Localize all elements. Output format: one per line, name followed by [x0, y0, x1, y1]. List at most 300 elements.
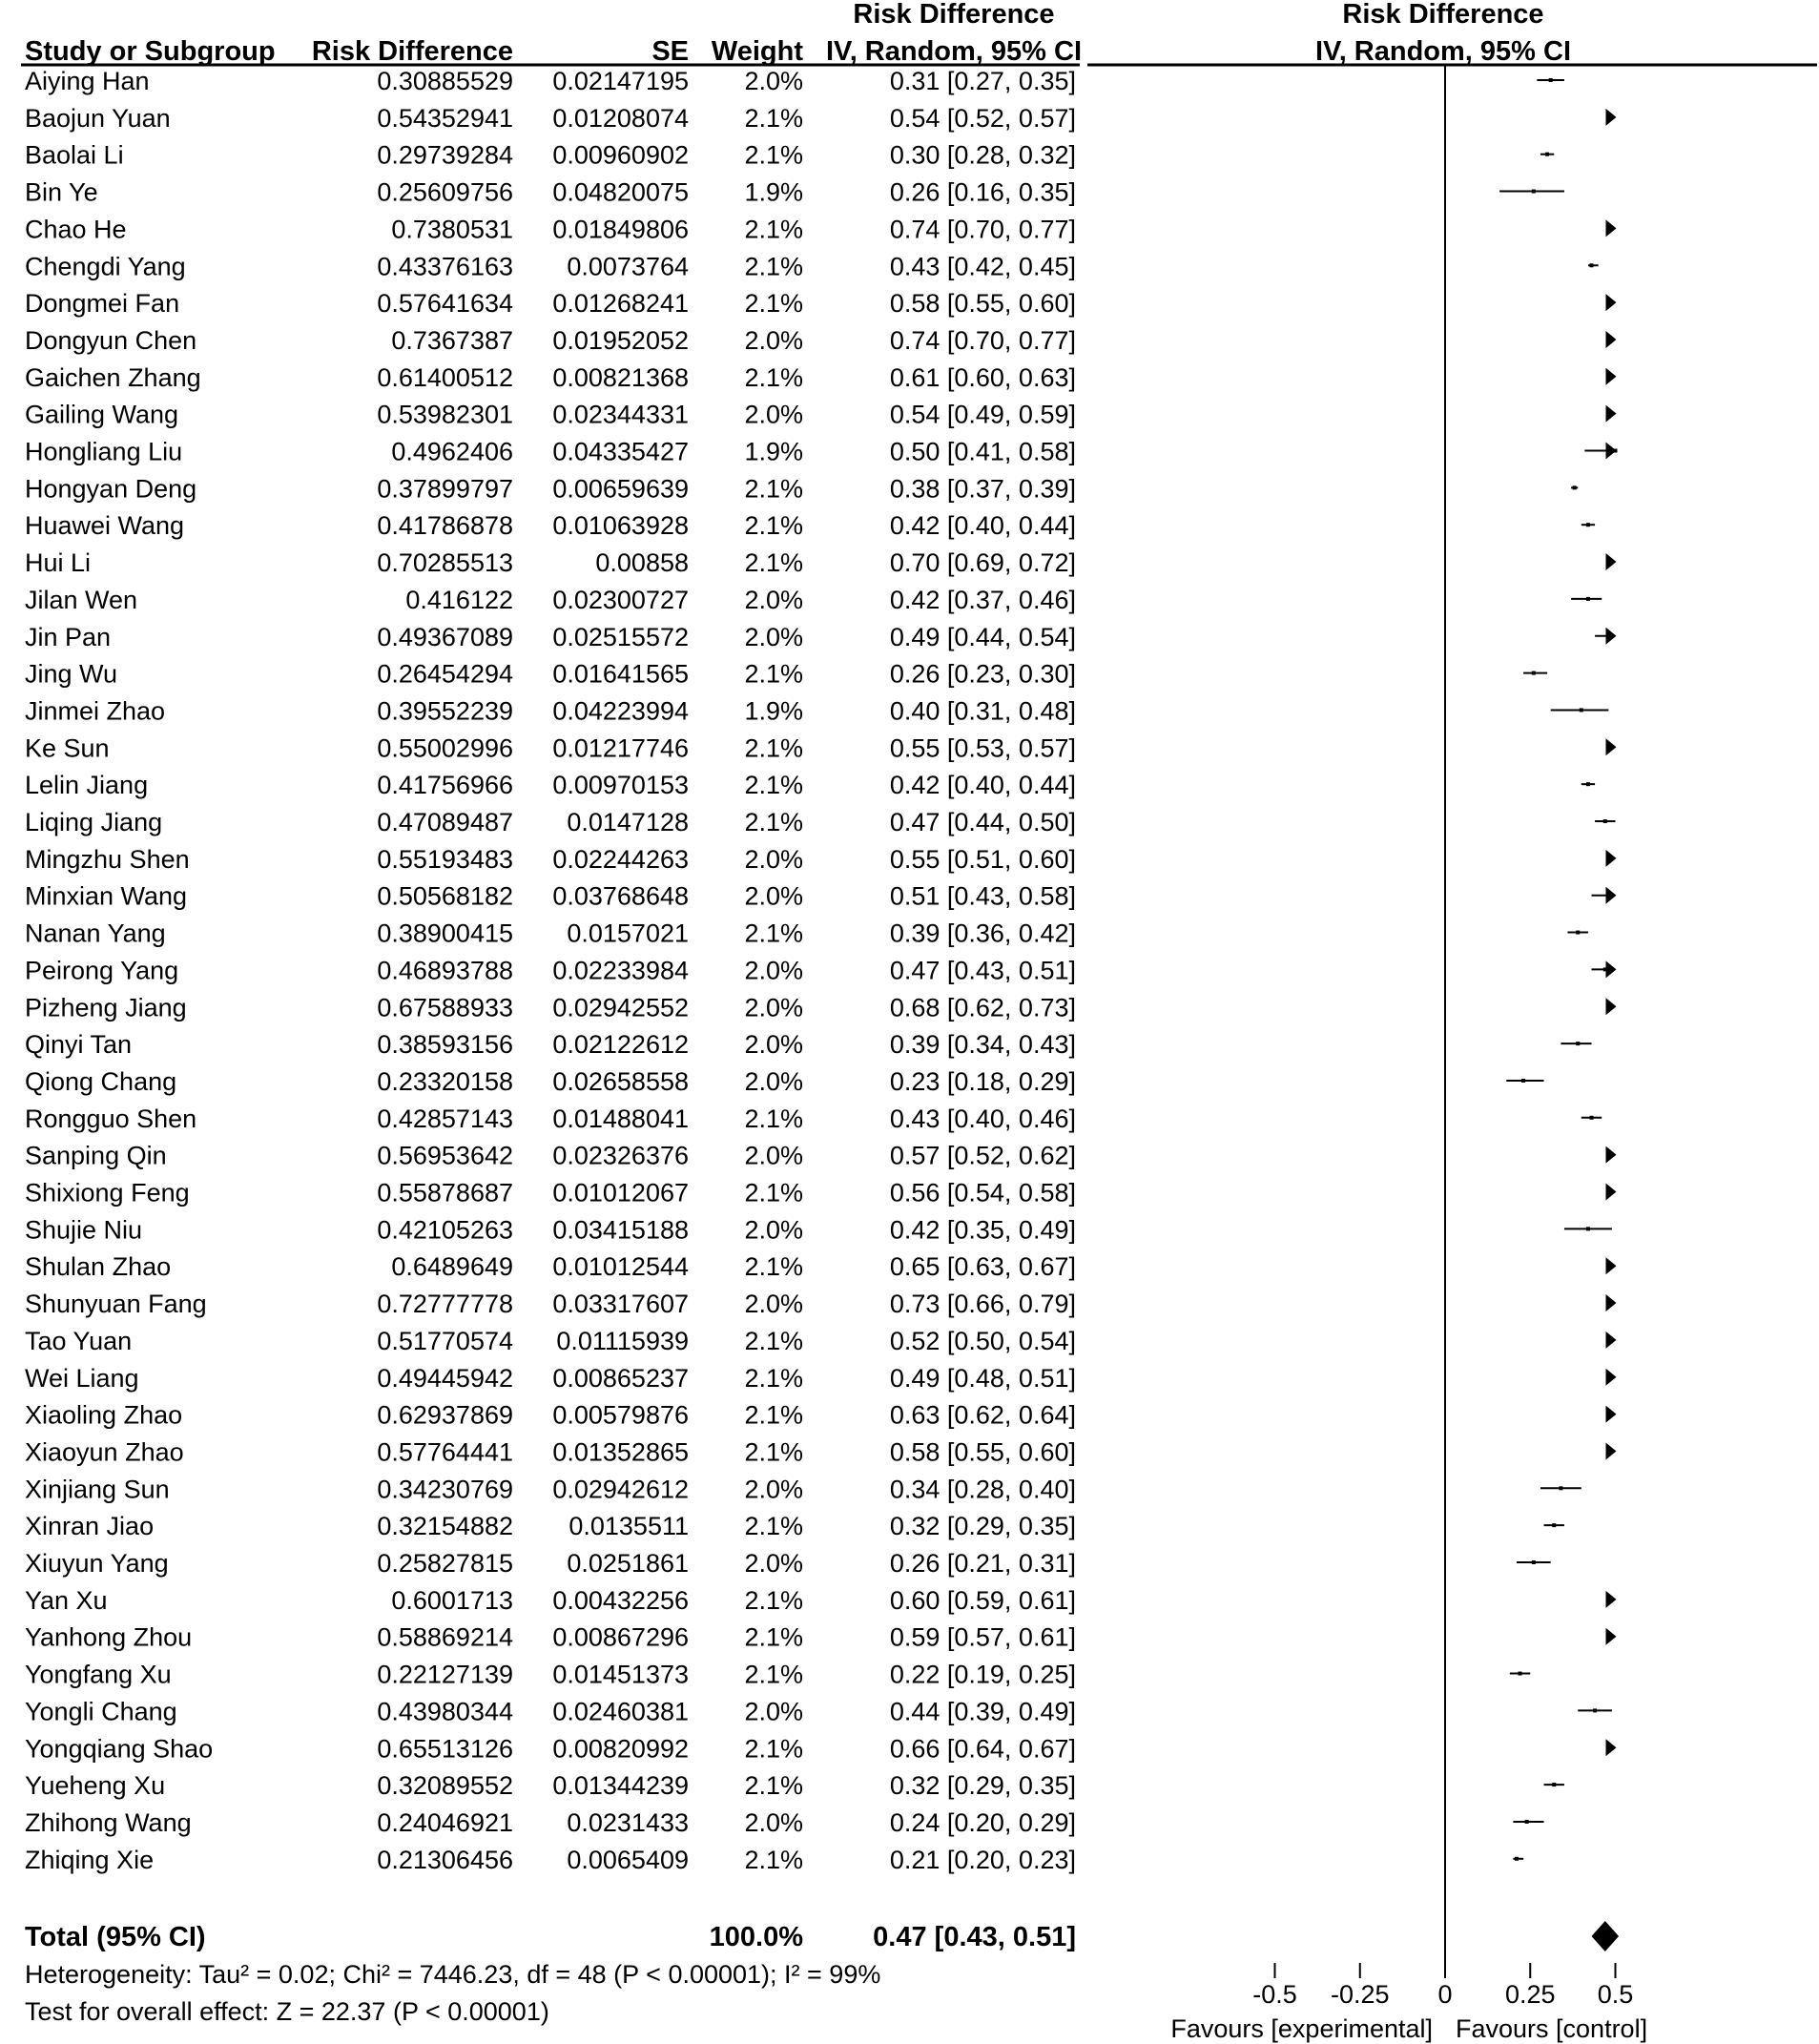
study-se: 0.00659639 — [552, 474, 689, 504]
study-rd: 0.7367387 — [391, 325, 513, 355]
point-estimate — [1549, 78, 1553, 82]
study-se: 0.0231433 — [567, 1807, 689, 1837]
header-ci-bottom: IV, Random, 95% CI — [825, 36, 1083, 67]
study-name: Chengdi Yang — [25, 252, 186, 281]
study-weight: 1.9% — [744, 177, 803, 207]
study-name: Yongfang Xu — [25, 1660, 172, 1689]
study-rd: 0.49367089 — [377, 622, 513, 651]
study-rd: 0.51770574 — [377, 1326, 513, 1355]
study-rd: 0.26454294 — [377, 659, 513, 689]
study-weight: 2.0% — [744, 1215, 803, 1245]
study-se: 0.0073764 — [567, 252, 689, 281]
study-ci: 0.21 [0.20, 0.23] — [889, 1845, 1076, 1874]
study-weight: 2.1% — [744, 1178, 803, 1208]
study-name: Yueheng Xu — [25, 1771, 166, 1801]
study-ci: 0.42 [0.40, 0.44] — [889, 511, 1076, 541]
study-se: 0.00970153 — [552, 771, 689, 800]
study-ci: 0.49 [0.44, 0.54] — [889, 622, 1076, 651]
ci-clipped-arrow — [1606, 294, 1617, 311]
x-axis — [1252, 65, 1633, 2009]
study-se: 0.01012067 — [552, 1178, 689, 1208]
study-name: Shixiong Feng — [25, 1178, 190, 1208]
study-ci: 0.59 [0.57, 0.61] — [889, 1622, 1076, 1652]
study-ci: 0.49 [0.48, 0.51] — [889, 1363, 1076, 1393]
study-se: 0.00960902 — [552, 140, 689, 170]
study-ci: 0.51 [0.43, 0.58] — [889, 881, 1076, 911]
ci-clipped-arrow — [1606, 331, 1617, 348]
study-name: Yongli Chang — [25, 1697, 177, 1726]
study-se: 0.00579876 — [552, 1400, 689, 1430]
study-name: Xiaoyun Zhao — [25, 1437, 184, 1467]
ci-clipped-arrow — [1606, 1184, 1617, 1201]
study-se: 0.02233984 — [552, 956, 689, 985]
study-rd: 0.6001713 — [391, 1585, 513, 1615]
heterogeneity-text: Heterogeneity: Tau² = 0.02; Chi² = 7446.23, df = 48 (P < 0.00001); I² = 99% — [25, 1960, 881, 1989]
study-weight: 1.9% — [744, 696, 803, 726]
point-estimate — [1576, 931, 1580, 935]
study-rd: 0.37899797 — [377, 474, 513, 504]
ci-clipped-arrow — [1606, 368, 1617, 385]
point-estimate — [1586, 1227, 1590, 1230]
study-name: Baolai Li — [25, 140, 124, 170]
study-se: 0.00821368 — [552, 362, 689, 392]
study-rd: 0.41756966 — [377, 771, 513, 800]
study-weight: 2.1% — [744, 1437, 803, 1467]
point-estimate — [1552, 1783, 1556, 1786]
study-rd: 0.58869214 — [377, 1622, 513, 1652]
study-rd: 0.23320158 — [377, 1066, 513, 1096]
header-weight: Weight — [711, 36, 803, 67]
study-rd: 0.62937869 — [377, 1400, 513, 1430]
study-rd: 0.49445942 — [377, 1363, 513, 1393]
point-estimate — [1573, 485, 1577, 489]
study-name: Baojun Yuan — [25, 103, 171, 133]
study-name: Zhihong Wang — [25, 1807, 192, 1837]
study-se: 0.00858 — [595, 548, 689, 578]
study-name: Bin Ye — [25, 177, 98, 207]
ci-clipped-arrow — [1606, 1294, 1617, 1311]
study-ci: 0.56 [0.54, 0.58] — [889, 1178, 1076, 1208]
point-estimate — [1590, 1116, 1594, 1120]
ci-clipped-arrow — [1606, 1257, 1617, 1274]
study-weight: 2.1% — [744, 1845, 803, 1874]
study-ci: 0.55 [0.53, 0.57] — [889, 733, 1076, 763]
study-ci: 0.30 [0.28, 0.32] — [889, 140, 1076, 170]
study-se: 0.02244263 — [552, 844, 689, 874]
study-name: Zhiqing Xie — [25, 1845, 155, 1874]
study-se: 0.01115939 — [556, 1326, 689, 1355]
study-rd: 0.25609756 — [377, 177, 513, 207]
study-ci: 0.65 [0.63, 0.67] — [889, 1252, 1076, 1282]
study-ci: 0.42 [0.37, 0.46] — [889, 585, 1076, 614]
study-name: Dongyun Chen — [25, 325, 197, 355]
study-weight: 2.1% — [744, 1771, 803, 1801]
plot-marks — [1499, 78, 1619, 1951]
ci-clipped-arrow — [1606, 1591, 1617, 1608]
study-se: 0.01849806 — [552, 215, 689, 244]
study-rd: 0.67588933 — [377, 993, 513, 1022]
study-name: Jing Wu — [25, 659, 118, 689]
study-se: 0.03768648 — [552, 881, 689, 911]
x-tick-label: -0.25 — [1330, 1980, 1390, 2009]
study-se: 0.01451373 — [552, 1660, 689, 1689]
point-estimate — [1532, 190, 1536, 194]
study-weight: 2.1% — [744, 1734, 803, 1764]
study-se: 0.02658558 — [552, 1066, 689, 1096]
study-name: Yongqiang Shao — [25, 1734, 214, 1764]
study-se: 0.01217746 — [552, 733, 689, 763]
study-rd: 0.42105263 — [377, 1215, 513, 1245]
overall-effect-text: Test for overall effect: Z = 22.37 (P < 0.00001) — [25, 1997, 549, 2026]
ci-clipped-arrow — [1606, 1739, 1617, 1756]
study-weight: 1.9% — [744, 437, 803, 466]
study-weight: 2.1% — [744, 215, 803, 244]
header-plot-bottom: IV, Random, 95% CI — [1314, 36, 1572, 67]
study-weight: 2.0% — [744, 1807, 803, 1837]
study-ci: 0.73 [0.66, 0.79] — [889, 1290, 1076, 1319]
ci-clipped-arrow — [1606, 405, 1617, 423]
study-name: Pizheng Jiang — [25, 993, 187, 1022]
study-weight: 2.0% — [744, 1066, 803, 1096]
study-name: Wei Liang — [25, 1363, 139, 1393]
study-ci: 0.43 [0.40, 0.46] — [889, 1104, 1076, 1133]
point-estimate — [1593, 1708, 1597, 1712]
study-se: 0.01012544 — [552, 1252, 689, 1282]
ci-clipped-arrow — [1606, 1332, 1617, 1349]
study-name: Yan Xu — [25, 1585, 108, 1615]
study-name: Gailing Wang — [25, 400, 179, 429]
study-name: Jinmei Zhao — [25, 696, 166, 726]
study-rd: 0.416122 — [405, 585, 513, 614]
study-se: 0.00432256 — [552, 1585, 689, 1615]
study-weight: 2.1% — [744, 1512, 803, 1541]
study-weight: 2.1% — [744, 548, 803, 578]
study-se: 0.02326376 — [552, 1141, 689, 1170]
study-se: 0.02942612 — [552, 1475, 689, 1504]
ci-clipped-arrow — [1606, 887, 1617, 904]
study-ci: 0.24 [0.20, 0.29] — [889, 1807, 1076, 1837]
point-estimate — [1603, 967, 1607, 971]
study-weight: 2.0% — [744, 1141, 803, 1170]
point-estimate — [1576, 1042, 1580, 1045]
study-rd: 0.4962406 — [391, 437, 513, 466]
study-se: 0.0065409 — [567, 1845, 689, 1874]
study-se: 0.01208074 — [552, 103, 689, 133]
study-se: 0.01488041 — [552, 1104, 689, 1133]
study-weight: 2.0% — [744, 1290, 803, 1319]
study-ci: 0.57 [0.52, 0.62] — [889, 1141, 1076, 1170]
study-se: 0.0147128 — [567, 808, 689, 836]
study-rd: 0.24046921 — [377, 1807, 513, 1837]
study-rd: 0.70285513 — [377, 548, 513, 578]
study-weight: 2.1% — [744, 808, 803, 836]
study-name: Xiuyun Yang — [25, 1549, 169, 1578]
study-name: Ke Sun — [25, 733, 110, 763]
study-weight: 2.0% — [744, 325, 803, 355]
study-name: Hui Li — [25, 548, 92, 578]
study-name: Yanhong Zhou — [25, 1622, 193, 1652]
study-weight: 2.0% — [744, 622, 803, 651]
study-name: Xinran Jiao — [25, 1512, 155, 1541]
study-se: 0.02300727 — [552, 585, 689, 614]
point-estimate — [1590, 263, 1594, 267]
study-weight: 2.1% — [744, 919, 803, 948]
study-rd: 0.42857143 — [377, 1104, 513, 1133]
study-se: 0.04223994 — [552, 696, 689, 726]
study-ci: 0.47 [0.44, 0.50] — [889, 808, 1076, 836]
study-se: 0.01268241 — [552, 289, 689, 319]
study-weight: 2.1% — [744, 1326, 803, 1355]
study-rd: 0.47089487 — [377, 808, 513, 836]
point-estimate — [1532, 1560, 1536, 1564]
study-ci: 0.74 [0.70, 0.77] — [889, 215, 1076, 244]
study-rd: 0.6489649 — [391, 1252, 513, 1282]
study-rd: 0.61400512 — [377, 362, 513, 392]
study-weight: 2.0% — [744, 585, 803, 614]
study-se: 0.03317607 — [552, 1290, 689, 1319]
study-rd: 0.25827815 — [377, 1549, 513, 1578]
study-se: 0.0251861 — [567, 1549, 689, 1578]
study-name: Xinjiang Sun — [25, 1475, 170, 1504]
study-name: Jin Pan — [25, 622, 112, 651]
study-rd: 0.34230769 — [377, 1475, 513, 1504]
total-weight: 100.0% — [709, 1922, 803, 1952]
study-weight: 2.1% — [744, 362, 803, 392]
header-se: SE — [651, 36, 689, 67]
study-rd: 0.50568182 — [377, 881, 513, 911]
study-ci: 0.39 [0.34, 0.43] — [889, 1030, 1076, 1060]
study-ci: 0.70 [0.69, 0.72] — [889, 548, 1076, 578]
x-tick-label: -0.5 — [1252, 1980, 1297, 2009]
study-weight: 2.1% — [744, 1400, 803, 1430]
study-ci: 0.34 [0.28, 0.40] — [889, 1475, 1076, 1504]
study-weight: 2.0% — [744, 1549, 803, 1578]
study-rd: 0.54352941 — [377, 103, 513, 133]
ci-clipped-arrow — [1606, 109, 1617, 126]
study-ci: 0.43 [0.42, 0.45] — [889, 252, 1076, 281]
study-ci: 0.40 [0.31, 0.48] — [889, 696, 1076, 726]
study-weight: 2.1% — [744, 1660, 803, 1689]
study-weight: 2.1% — [744, 289, 803, 319]
study-se: 0.02942552 — [552, 993, 689, 1022]
study-rd: 0.43980344 — [377, 1697, 513, 1726]
study-ci: 0.44 [0.39, 0.49] — [889, 1697, 1076, 1726]
study-ci: 0.26 [0.21, 0.31] — [889, 1549, 1076, 1578]
point-estimate — [1586, 782, 1590, 786]
study-name: Sanping Qin — [25, 1141, 167, 1170]
study-name: Chao He — [25, 215, 127, 244]
point-estimate — [1614, 449, 1618, 453]
study-weight: 2.1% — [744, 103, 803, 133]
x-tick-label: 0.25 — [1504, 1980, 1556, 2009]
header-risk-difference: Risk Difference — [311, 36, 513, 67]
study-weight: 2.1% — [744, 140, 803, 170]
study-ci: 0.52 [0.50, 0.54] — [889, 1326, 1076, 1355]
study-weight: 2.0% — [744, 1697, 803, 1726]
point-estimate — [1545, 153, 1549, 156]
study-weight: 2.0% — [744, 993, 803, 1022]
point-estimate — [1610, 1375, 1614, 1379]
study-name: Huawei Wang — [25, 511, 185, 541]
study-weight: 2.0% — [744, 956, 803, 985]
study-name: Gaichen Zhang — [25, 362, 201, 392]
study-weight: 2.1% — [744, 1104, 803, 1133]
study-weight: 2.0% — [744, 1030, 803, 1060]
study-se: 0.04820075 — [552, 177, 689, 207]
ci-clipped-arrow — [1606, 553, 1617, 570]
study-weight: 2.0% — [744, 400, 803, 429]
study-ci: 0.23 [0.18, 0.29] — [889, 1066, 1076, 1096]
ci-clipped-arrow — [1606, 850, 1617, 867]
favours-control: Favours [control] — [1456, 2014, 1648, 2043]
study-weight: 2.1% — [744, 1363, 803, 1393]
study-weight: 2.1% — [744, 659, 803, 689]
study-weight: 2.1% — [744, 474, 803, 504]
study-ci: 0.63 [0.62, 0.64] — [889, 1400, 1076, 1430]
study-weight: 2.0% — [744, 67, 803, 95]
study-se: 0.02515572 — [552, 622, 689, 651]
study-se: 0.02460381 — [552, 1697, 689, 1726]
study-ci: 0.38 [0.37, 0.39] — [889, 474, 1076, 504]
point-estimate — [1559, 1486, 1562, 1490]
study-weight: 2.1% — [744, 1252, 803, 1282]
point-estimate — [1525, 1820, 1529, 1824]
study-name: Lelin Jiang — [25, 771, 149, 800]
point-estimate — [1580, 708, 1583, 712]
study-rd: 0.32154882 — [377, 1512, 513, 1541]
study-name: Rongguo Shen — [25, 1104, 197, 1133]
study-name: Hongliang Liu — [25, 437, 183, 466]
point-estimate — [1521, 1079, 1525, 1083]
study-rd: 0.7380531 — [391, 215, 513, 244]
study-name: Jilan Wen — [25, 585, 138, 614]
point-estimate — [1519, 1672, 1522, 1676]
study-se: 0.02344331 — [552, 400, 689, 429]
study-ci: 0.60 [0.59, 0.61] — [889, 1585, 1076, 1615]
study-se: 0.01641565 — [552, 659, 689, 689]
study-ci: 0.42 [0.35, 0.49] — [889, 1215, 1076, 1245]
study-name: Hongyan Deng — [25, 474, 197, 504]
study-rd: 0.32089552 — [377, 1771, 513, 1801]
study-rd: 0.57641634 — [377, 289, 513, 319]
study-se: 0.0157021 — [567, 919, 689, 948]
study-rd: 0.57764441 — [377, 1437, 513, 1467]
study-se: 0.01352865 — [552, 1437, 689, 1467]
favours-experimental: Favours [experimental] — [1170, 2014, 1433, 2043]
study-name: Peirong Yang — [25, 956, 179, 985]
study-name: Mingzhu Shen — [25, 844, 190, 874]
ci-clipped-arrow — [1606, 1442, 1617, 1459]
study-ci: 0.66 [0.64, 0.67] — [889, 1734, 1076, 1764]
ci-clipped-arrow — [1606, 998, 1617, 1015]
study-ci: 0.50 [0.41, 0.58] — [889, 437, 1076, 466]
study-ci: 0.42 [0.40, 0.44] — [889, 771, 1076, 800]
point-estimate — [1532, 671, 1536, 675]
study-ci: 0.61 [0.60, 0.63] — [889, 362, 1076, 392]
study-ci: 0.32 [0.29, 0.35] — [889, 1771, 1076, 1801]
study-rd: 0.43376163 — [377, 252, 513, 281]
ci-clipped-arrow — [1606, 1146, 1617, 1164]
point-estimate — [1586, 597, 1590, 601]
study-rd: 0.38593156 — [377, 1030, 513, 1060]
study-se: 0.00820992 — [552, 1734, 689, 1764]
point-estimate — [1552, 1523, 1556, 1527]
ci-clipped-arrow — [1606, 960, 1617, 978]
study-name: Tao Yuan — [25, 1326, 133, 1355]
ci-clipped-arrow — [1606, 1406, 1617, 1423]
ci-clipped-arrow — [1606, 738, 1617, 755]
study-name: Minxian Wang — [25, 881, 188, 911]
study-weight: 2.0% — [744, 1475, 803, 1504]
study-name: Shulan Zhao — [25, 1252, 172, 1282]
study-ci: 0.54 [0.52, 0.57] — [889, 103, 1076, 133]
ci-clipped-arrow — [1606, 1628, 1617, 1645]
study-rd: 0.38900415 — [377, 919, 513, 948]
study-se: 0.0135511 — [568, 1512, 689, 1541]
total-label: Total (95% CI) — [25, 1922, 206, 1952]
study-name: Qinyi Tan — [25, 1030, 133, 1060]
study-ci: 0.31 [0.27, 0.35] — [889, 67, 1076, 95]
study-ci: 0.22 [0.19, 0.25] — [889, 1660, 1076, 1689]
study-weight: 2.1% — [744, 771, 803, 800]
point-estimate — [1515, 1857, 1519, 1861]
study-ci: 0.74 [0.70, 0.77] — [889, 325, 1076, 355]
study-weight: 2.1% — [744, 511, 803, 541]
study-name: Xiaoling Zhao — [25, 1400, 183, 1430]
study-ci: 0.54 [0.49, 0.59] — [889, 400, 1076, 429]
study-rd: 0.55878687 — [377, 1178, 513, 1208]
study-name: Nanan Yang — [25, 919, 166, 948]
study-rd: 0.30885529 — [377, 67, 513, 95]
study-name: Aiying Han — [25, 67, 150, 95]
study-se: 0.01952052 — [552, 325, 689, 355]
study-name: Shunyuan Fang — [25, 1290, 207, 1319]
study-weight: 2.0% — [744, 844, 803, 874]
study-rd: 0.55002996 — [377, 733, 513, 763]
study-name: Liqing Jiang — [25, 808, 163, 836]
x-tick-label: 0 — [1437, 1980, 1453, 2009]
study-ci: 0.39 [0.36, 0.42] — [889, 919, 1076, 948]
header-study: Study or Subgroup — [25, 36, 276, 67]
study-name: Qiong Chang — [25, 1066, 177, 1096]
study-ci: 0.55 [0.51, 0.60] — [889, 844, 1076, 874]
study-ci: 0.47 [0.43, 0.51] — [889, 956, 1076, 985]
header-plot-top: Risk Difference — [1342, 0, 1544, 30]
study-ci: 0.32 [0.29, 0.35] — [889, 1512, 1076, 1541]
study-ci: 0.68 [0.62, 0.73] — [889, 993, 1076, 1022]
study-rd: 0.29739284 — [377, 140, 513, 170]
point-estimate — [1603, 819, 1607, 823]
study-rd: 0.56953642 — [377, 1141, 513, 1170]
study-rd: 0.22127139 — [377, 1660, 513, 1689]
study-rd: 0.53982301 — [377, 400, 513, 429]
x-tick-label: 0.5 — [1597, 1980, 1634, 2009]
study-se: 0.01344239 — [552, 1771, 689, 1801]
point-estimate — [1586, 523, 1590, 526]
point-estimate — [1610, 634, 1614, 638]
study-se: 0.03415188 — [552, 1215, 689, 1245]
study-se: 0.02122612 — [552, 1030, 689, 1060]
study-name: Dongmei Fan — [25, 289, 180, 319]
study-ci: 0.58 [0.55, 0.60] — [889, 289, 1076, 319]
study-rd: 0.39552239 — [377, 696, 513, 726]
study-rd: 0.21306456 — [377, 1845, 513, 1874]
study-se: 0.02147195 — [552, 67, 689, 95]
study-rd: 0.55193483 — [377, 844, 513, 874]
total-ci: 0.47 [0.43, 0.51] — [873, 1922, 1076, 1952]
study-se: 0.04335427 — [552, 437, 689, 466]
study-ci: 0.26 [0.16, 0.35] — [889, 177, 1076, 207]
